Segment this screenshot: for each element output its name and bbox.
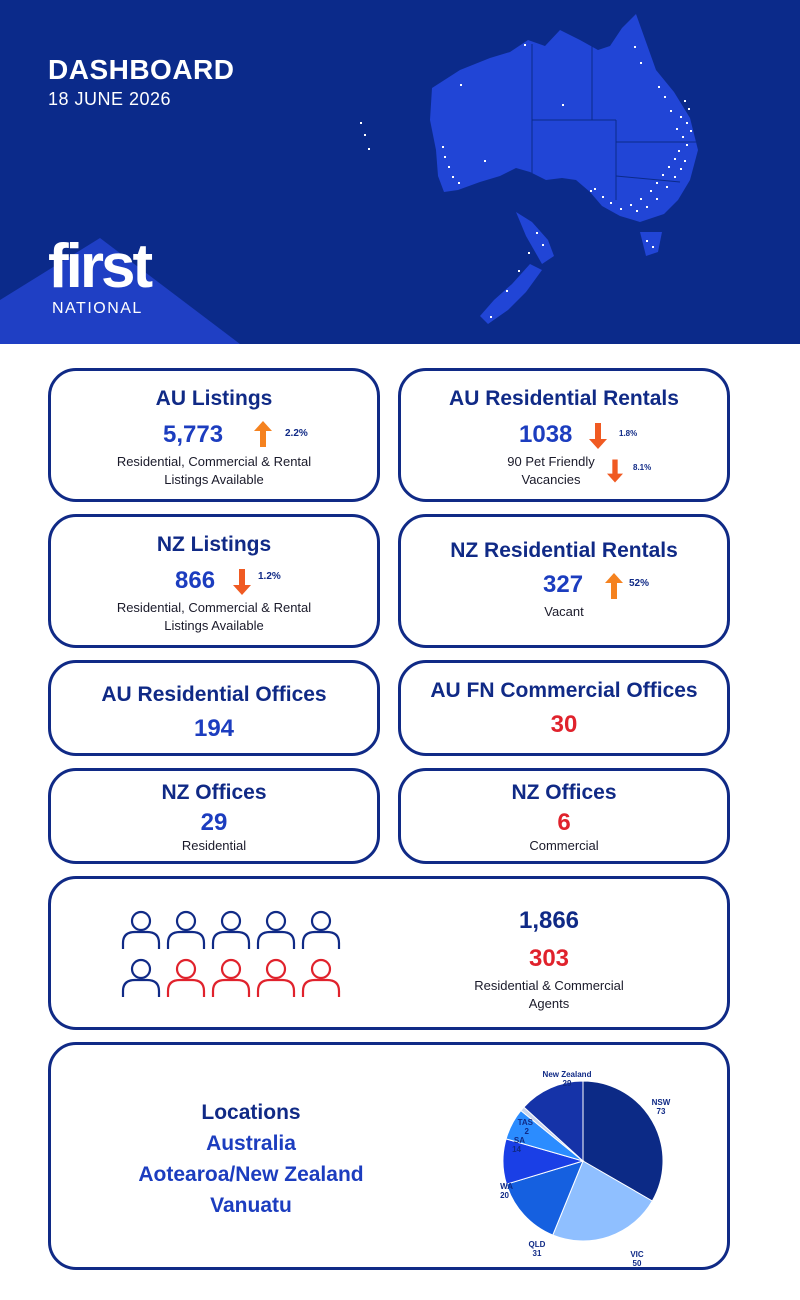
page-date: 18 JUNE 2026 xyxy=(48,89,172,109)
trend-down-arrow-icon xyxy=(589,423,607,449)
card-au-residential-offices xyxy=(48,660,380,756)
pet-friendly-line-2: Vacancies xyxy=(521,472,581,487)
change-percent: 1.2% xyxy=(258,571,281,582)
person-icon-red xyxy=(213,960,249,997)
location-item: Australia xyxy=(206,1132,296,1155)
description: Vacant xyxy=(544,604,584,619)
card-title: AU Residential Rentals xyxy=(449,387,679,410)
agent-commercial-count: 303 xyxy=(528,945,570,972)
pie-label-category: WA xyxy=(500,1182,513,1191)
change-percent: 52% xyxy=(629,578,650,589)
card-nz-residential-rentals xyxy=(398,514,730,648)
pet-change-percent: 8.1% xyxy=(633,463,652,472)
first-national-logo xyxy=(48,232,158,320)
pie-label-value: 29 xyxy=(562,1079,572,1088)
card-nz-commercial-offices xyxy=(398,768,730,864)
card-au-commercial-offices xyxy=(398,660,730,756)
location-item: Vanuatu xyxy=(210,1194,292,1217)
person-icon-blue xyxy=(123,912,159,949)
logo-wordmark: first xyxy=(48,232,151,301)
person-icon-blue xyxy=(303,912,339,949)
pie-label-value: 14 xyxy=(512,1145,521,1154)
description-line-2: Listings Available xyxy=(164,472,264,487)
card-title: AU Listings xyxy=(155,387,273,410)
listing-count: 5,773 xyxy=(163,421,224,448)
person-icon-red xyxy=(168,960,204,997)
description: Commercial xyxy=(529,838,599,853)
pie-label-category: QLD xyxy=(528,1240,546,1249)
pie-label-value: 2 xyxy=(524,1127,529,1136)
locations-title: Locations xyxy=(201,1101,301,1124)
location-item: Aotearoa/New Zealand xyxy=(138,1163,364,1186)
card-locations xyxy=(48,1042,730,1270)
pie-label-category: New Zealand xyxy=(542,1070,592,1079)
person-icon-blue xyxy=(168,912,204,949)
agents-description-line-1: Residential & Commercial xyxy=(474,978,624,993)
card-au-residential-rentals xyxy=(398,368,730,502)
card-title: NZ Offices xyxy=(161,781,267,804)
office-count: 29 xyxy=(200,809,228,836)
australia-nz-map-icon xyxy=(340,0,800,344)
description-line-1: Residential, Commercial & Rental xyxy=(116,454,312,469)
office-count: 194 xyxy=(193,715,235,742)
change-percent: 2.2% xyxy=(285,428,308,439)
pet-friendly-line-1: 90 Pet Friendly xyxy=(507,454,595,469)
trend-up-arrow-icon xyxy=(605,573,623,599)
card-nz-listings xyxy=(48,514,380,648)
pie-label-category: SA xyxy=(513,1136,525,1145)
pie-label-value: 31 xyxy=(532,1249,542,1258)
change-percent: 1.8% xyxy=(619,429,638,438)
pie-label-value: 50 xyxy=(632,1259,642,1268)
person-icon-red xyxy=(258,960,294,997)
person-icon-blue xyxy=(123,960,159,997)
card-title: AU FN Commercial Offices xyxy=(430,679,698,702)
page-title: DASHBOARD xyxy=(48,54,235,85)
card-title: AU Residential Offices xyxy=(101,683,327,706)
office-count: 30 xyxy=(550,711,578,738)
trend-up-arrow-icon xyxy=(254,421,272,447)
trend-down-arrow-icon xyxy=(607,459,623,483)
person-icon-blue xyxy=(213,912,249,949)
pie-label-category: NSW xyxy=(651,1098,671,1107)
rental-count: 1038 xyxy=(519,421,573,448)
person-icon-red xyxy=(303,960,339,997)
trend-down-arrow-icon xyxy=(233,569,251,595)
header-banner xyxy=(0,0,800,344)
pie-label-category: TAS xyxy=(517,1118,533,1127)
office-count: 6 xyxy=(557,809,571,836)
logo-subtitle: NATIONAL xyxy=(52,300,143,317)
offices-pie-chart xyxy=(451,1063,691,1268)
card-nz-residential-offices xyxy=(48,768,380,864)
pie-label-category: VIC xyxy=(630,1250,644,1259)
card-agents xyxy=(48,876,730,1030)
people-icon xyxy=(123,905,353,1005)
agent-total: 1,866 xyxy=(518,907,580,934)
card-au-listings xyxy=(48,368,380,502)
listing-count: 866 xyxy=(175,567,216,594)
agents-description-line-2: Agents xyxy=(528,996,570,1011)
description-line-2: Listings Available xyxy=(164,618,264,633)
pie-label-value: 73 xyxy=(656,1107,666,1116)
pie-label-value: 20 xyxy=(500,1191,509,1200)
description-line-1: Residential, Commercial & Rental xyxy=(116,600,312,615)
rental-count: 327 xyxy=(543,571,584,598)
card-title: NZ Residential Rentals xyxy=(450,539,678,562)
card-title: NZ Offices xyxy=(511,781,617,804)
person-icon-blue xyxy=(258,912,294,949)
description: Residential xyxy=(181,838,247,853)
card-title: NZ Listings xyxy=(156,533,272,556)
